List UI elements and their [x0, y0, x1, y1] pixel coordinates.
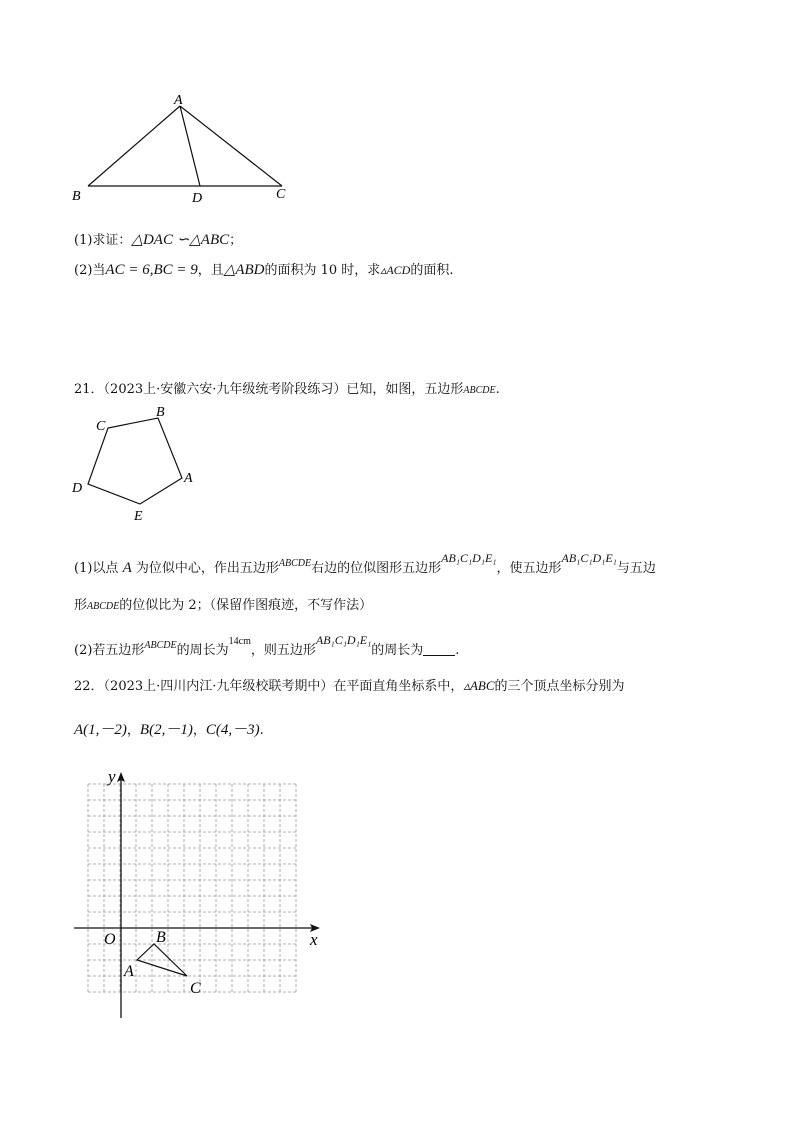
segment-ac [180, 106, 282, 186]
q21-part1-line2: 形ABCDE的位似比为 2；（保留作图痕迹，不写作法） [74, 598, 373, 613]
q21-stem: 21．（2023上·安徽六安·九年级统考阶段练习）已知，如图，五边形ABCDE. [74, 382, 500, 397]
label-a: A [184, 471, 193, 486]
label-y: y [108, 767, 116, 786]
pentagon-figure [66, 398, 206, 523]
q22-stem: 22．（2023上·四川内江·九年级校联考期中）在平面直角坐标系中，▵ABC的三个顶点坐标分别为 [74, 678, 625, 694]
q21-part2: (2)若五边形$^{ABCDE}$的周长为$^{14cm}$，则五边形AB₁C₁D₁E₁的周长为 . [74, 633, 460, 658]
label-a: A [124, 963, 134, 980]
q21-part1-line1: (1)以点 A 为位似中心，作出五边形$^{ABCDE}$右边的位似图形五边形AB₁C₁D₁E₁，使五边形AB₁C₁D₁E₁与五边 [74, 551, 656, 576]
label-e: E [134, 509, 143, 523]
label-b: B [72, 189, 81, 204]
coordinate-grid-figure [60, 760, 340, 1025]
label-x: x [310, 930, 318, 949]
label-d: D [192, 191, 203, 206]
grid-lines [88, 784, 296, 992]
label-a: A [174, 93, 183, 108]
label-d: D [72, 481, 83, 496]
q20-part1: (1)求证：△DAC ∽△ABC； [74, 232, 243, 248]
label-b: B [156, 405, 165, 420]
label-c: C [190, 980, 201, 997]
label-origin: O [104, 931, 116, 948]
q22-coordinates: A(1,－2)，B(2,－1)，C(4,－3). [74, 722, 264, 738]
answer-blank[interactable] [423, 643, 455, 656]
label-c: C [276, 187, 286, 202]
label-b: B [156, 929, 166, 946]
label-c: C [96, 419, 106, 434]
segment-ab [88, 106, 180, 186]
triangle-figure [60, 88, 300, 208]
q20-part2: (2)当AC = 6,BC = 9，且△ABD的面积为 10 时，求▵ACD的面积. [74, 262, 454, 278]
segment-ad [180, 106, 200, 186]
